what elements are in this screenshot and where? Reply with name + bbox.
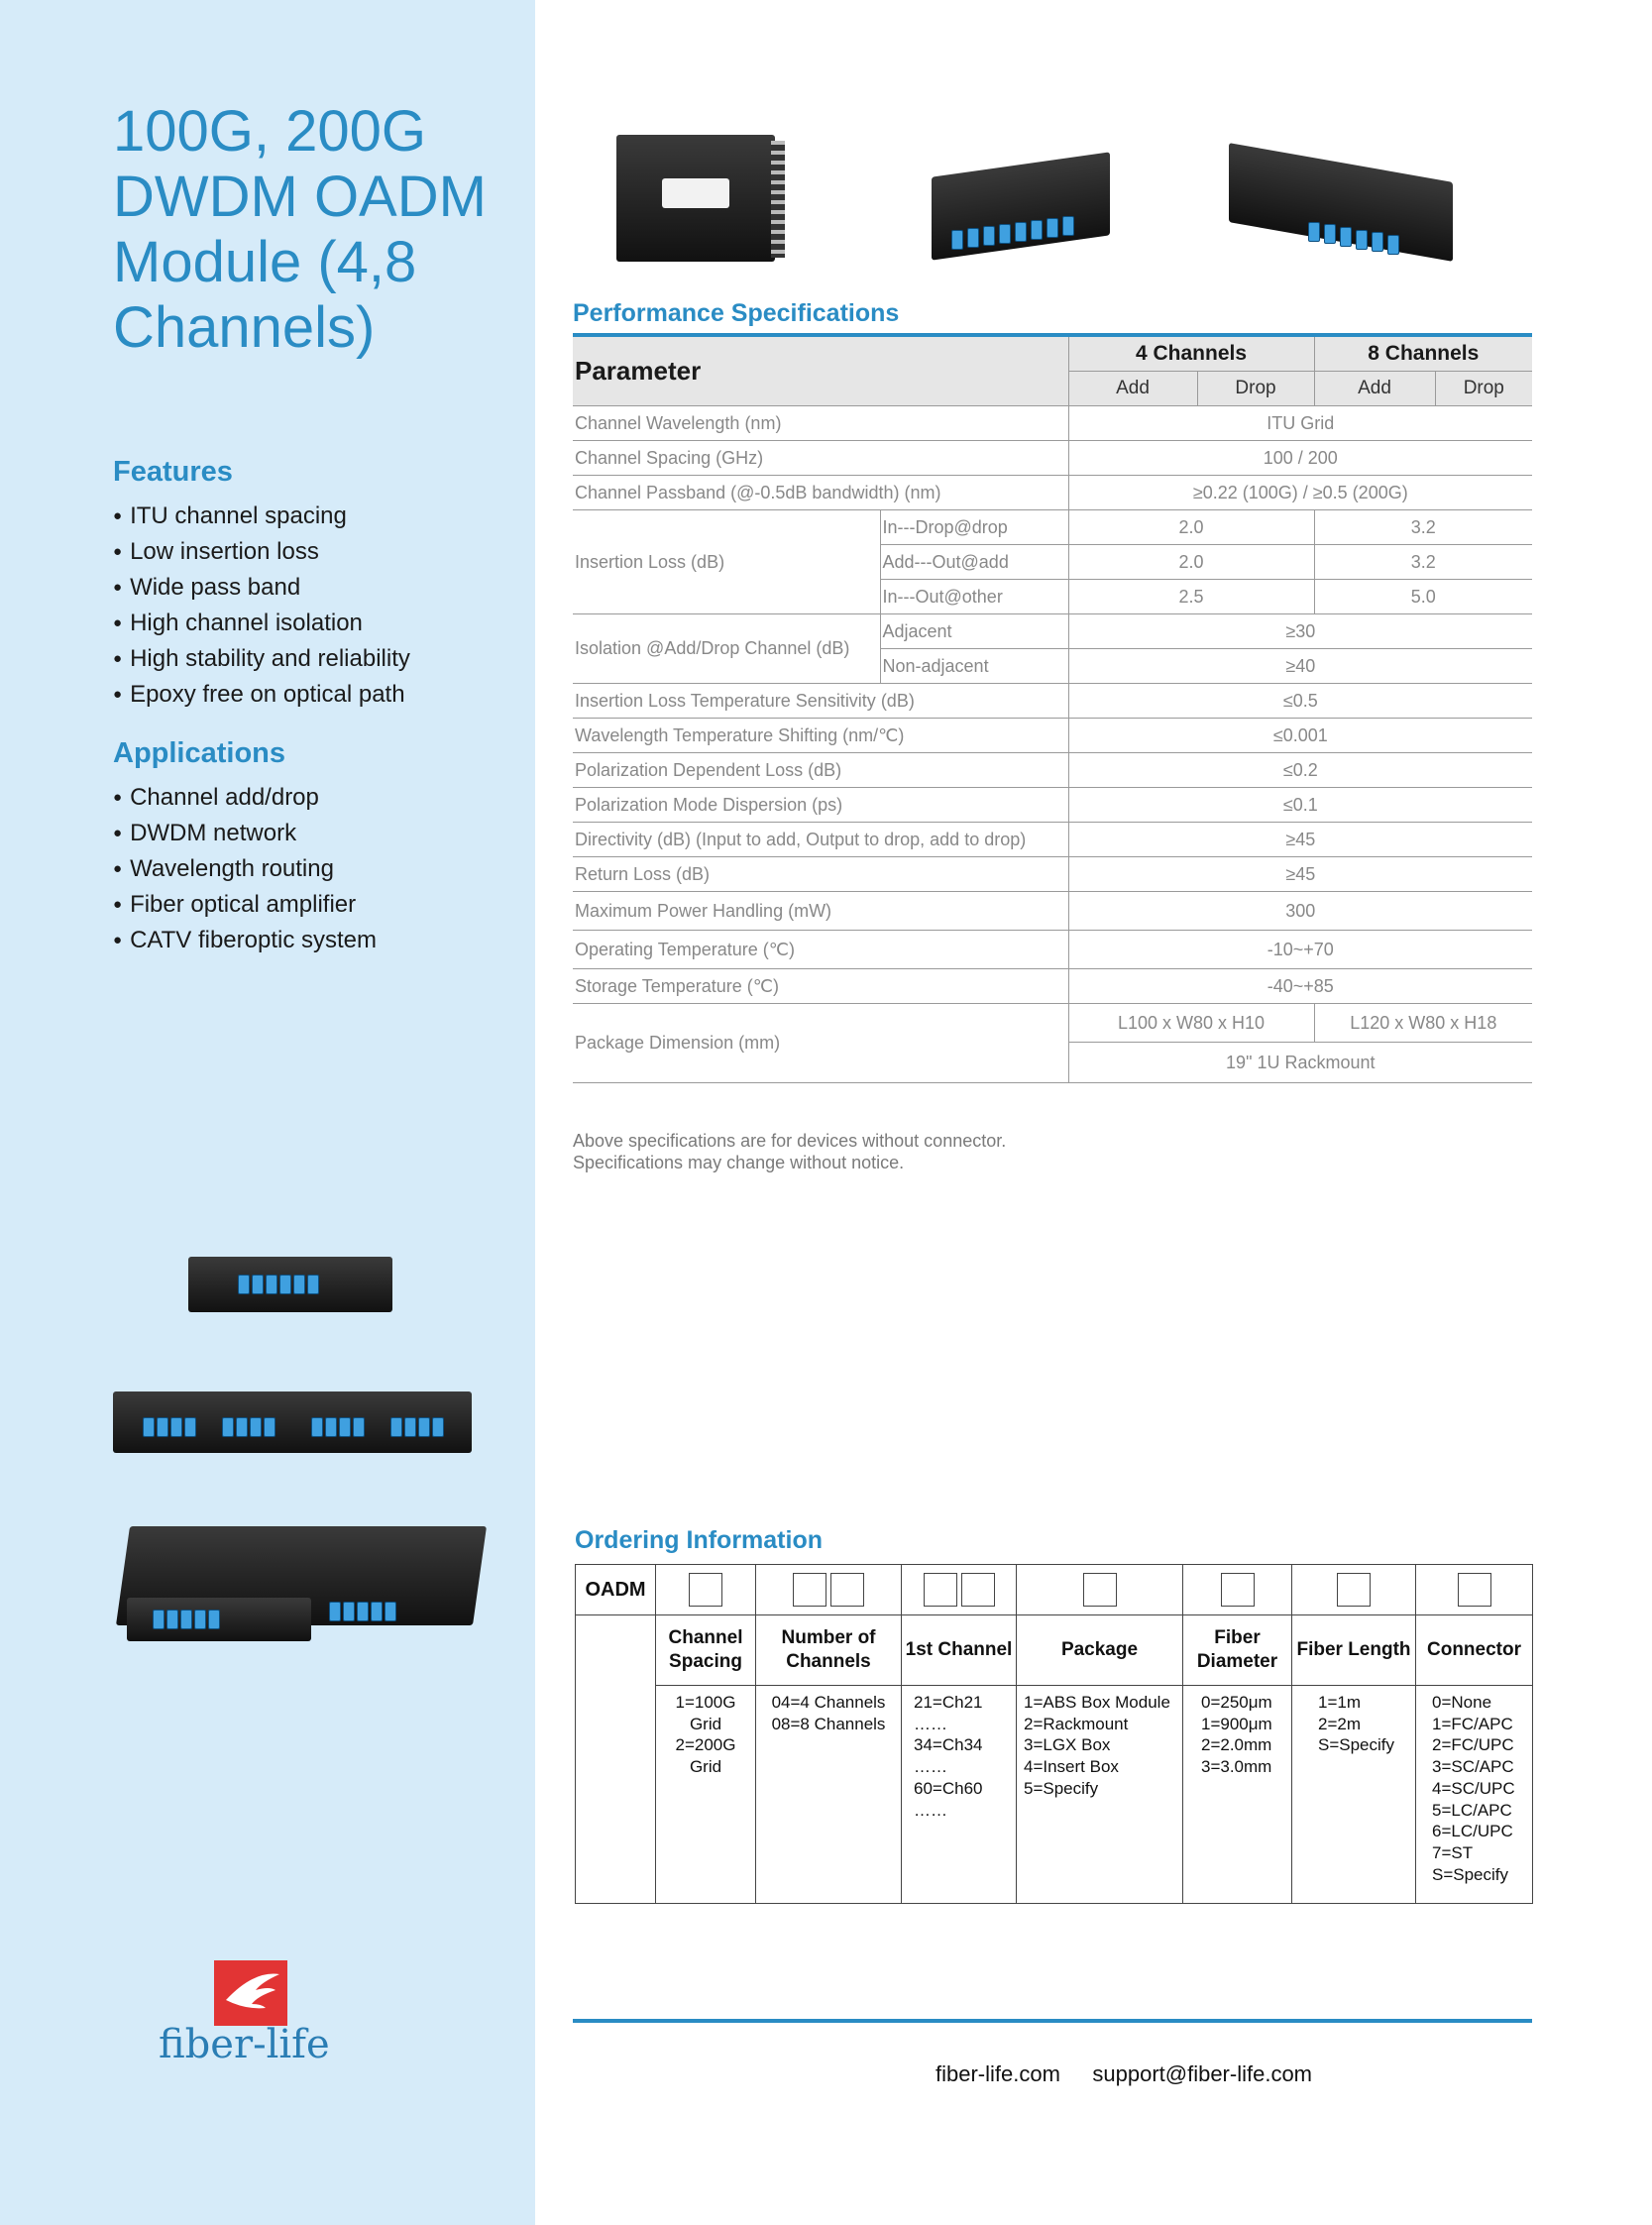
row-label: Insertion Loss Temperature Sensitivity (dB) <box>573 684 1068 719</box>
column-header: Channel Spacing <box>656 1615 756 1686</box>
row-label: Maximum Power Handling (mW) <box>573 892 1068 931</box>
row-value: L100 x W80 x H10 <box>1068 1004 1314 1043</box>
row-value: 100 / 200 <box>1068 441 1532 476</box>
parameter-header: Parameter <box>573 337 1068 406</box>
code-box <box>1221 1573 1255 1607</box>
list-item: ● DWDM network <box>113 817 377 852</box>
row-value: L120 x W80 x H18 <box>1314 1004 1532 1043</box>
table-row <box>573 931 1532 969</box>
code-field-first-channel <box>902 1565 1017 1615</box>
table-row <box>573 969 1532 1004</box>
column-options: 21=Ch21 …… 34=Ch34 …… 60=Ch60 …… <box>902 1686 1017 1904</box>
row-value: 19" 1U Rackmount <box>1068 1043 1532 1083</box>
row-value: 2.5 <box>1068 580 1314 614</box>
page-title: 100G, 200G DWDM OADM Module (4,8 Channels) <box>113 99 487 360</box>
table-row <box>573 823 1532 857</box>
row-label: Directivity (dB) (Input to add, Output to drop, add to drop) <box>573 823 1068 857</box>
list-item: ● Channel add/drop <box>113 781 377 817</box>
row-label: Polarization Dependent Loss (dB) <box>573 753 1068 788</box>
code-box <box>1458 1573 1491 1607</box>
row-value: 2.0 <box>1068 545 1314 580</box>
row-value: 3.2 <box>1314 510 1532 545</box>
row-value: ITU Grid <box>1068 406 1532 441</box>
specs-table <box>573 337 1532 1083</box>
ordering-code: OADM <box>576 1565 656 1615</box>
code-box <box>924 1573 957 1607</box>
table-row <box>573 788 1532 823</box>
list-item: ● ITU channel spacing <box>113 500 410 535</box>
row-value: 300 <box>1068 892 1532 931</box>
column-options: 0=250μm 1=900μm 2=2.0mm 3=3.0mm <box>1183 1686 1292 1904</box>
row-label: Channel Wavelength (nm) <box>573 406 1068 441</box>
row-value: ≤0.2 <box>1068 753 1532 788</box>
code-box <box>961 1573 995 1607</box>
list-item: ● High stability and reliability <box>113 642 410 678</box>
code-field-number-of-channels <box>756 1565 902 1615</box>
product-photo-box-module <box>188 1251 396 1312</box>
row-value: 5.0 <box>1314 580 1532 614</box>
row-value: -10~+70 <box>1068 931 1532 969</box>
list-item: ● Wide pass band <box>113 571 410 607</box>
table-row <box>573 892 1532 931</box>
row-value: ≤0.001 <box>1068 719 1532 753</box>
drop-header: Drop <box>1197 372 1314 406</box>
list-item: ● Fiber optical amplifier <box>113 888 377 924</box>
row-value: ≥0.22 (100G) / ≥0.5 (200G) <box>1068 476 1532 510</box>
list-item: ● Epoxy free on optical path <box>113 678 410 714</box>
product-photo-rackmount <box>1229 163 1459 274</box>
table-row <box>573 510 1532 545</box>
code-field-connector <box>1416 1565 1533 1615</box>
row-value: 3.2 <box>1314 545 1532 580</box>
code-field-package <box>1017 1565 1183 1615</box>
row-label: Package Dimension (mm) <box>573 1004 1068 1083</box>
row-sublabel: In---Out@other <box>880 580 1068 614</box>
row-value: ≥40 <box>1068 649 1532 684</box>
add-header: Add <box>1314 372 1435 406</box>
eight-channels-header: 8 Channels <box>1314 337 1532 372</box>
row-value: 2.0 <box>1068 510 1314 545</box>
product-photo-lgx-box <box>922 165 1116 268</box>
sidebar <box>0 0 535 2225</box>
row-label: Wavelength Temperature Shifting (nm/℃) <box>573 719 1068 753</box>
column-options: 1=100G Grid 2=200G Grid <box>656 1686 756 1904</box>
row-label: Channel Spacing (GHz) <box>573 441 1068 476</box>
table-row <box>573 406 1532 441</box>
features-list <box>113 500 410 714</box>
code-box <box>1083 1573 1117 1607</box>
row-label: Storage Temperature (℃) <box>573 969 1068 1004</box>
note-line: Above specifications are for devices without connector. <box>573 1131 1007 1151</box>
table-row <box>573 753 1532 788</box>
footer-email-link[interactable]: support@fiber-life.com <box>1092 2061 1313 2086</box>
table-row <box>573 1004 1532 1043</box>
column-header: Fiber Diameter <box>1183 1615 1292 1686</box>
table-row <box>576 1686 1533 1904</box>
table-row <box>576 1615 1533 1686</box>
row-label: Return Loss (dB) <box>573 857 1068 892</box>
applications-heading: Applications <box>113 737 286 769</box>
row-value: ≥45 <box>1068 823 1532 857</box>
code-field-fiber-diameter <box>1183 1565 1292 1615</box>
table-row <box>573 476 1532 510</box>
column-options: 04=4 Channels 08=8 Channels <box>756 1686 902 1904</box>
code-box <box>1337 1573 1371 1607</box>
column-options: 1=1m 2=2m S=Specify <box>1292 1686 1416 1904</box>
table-row <box>573 614 1532 649</box>
table-row <box>573 441 1532 476</box>
row-sublabel: In---Drop@drop <box>880 510 1068 545</box>
footer-rule <box>573 2019 1532 2023</box>
column-options: 0=None 1=FC/APC 2=FC/UPC 3=SC/APC 4=SC/UPC 5=LC/APC 6=LC/UPC 7=ST S=Specify <box>1416 1686 1533 1904</box>
row-value: ≤0.5 <box>1068 684 1532 719</box>
list-item: ● Wavelength routing <box>113 852 377 888</box>
code-field-fiber-length <box>1292 1565 1416 1615</box>
row-label: Operating Temperature (℃) <box>573 931 1068 969</box>
note-line: Specifications may change without notice. <box>573 1153 905 1172</box>
column-header: Number of Channels <box>756 1615 902 1686</box>
drop-header: Drop <box>1435 372 1532 406</box>
list-item: ● High channel isolation <box>113 607 410 642</box>
column-options: 1=ABS Box Module 2=Rackmount 3=LGX Box 4=Insert Box 5=Specify <box>1017 1686 1183 1904</box>
specs-heading: Performance Specifications <box>573 299 900 327</box>
product-photo-rackmount-open <box>113 1526 480 1643</box>
row-value: ≥45 <box>1068 857 1532 892</box>
add-header: Add <box>1068 372 1197 406</box>
ordering-table <box>575 1564 1533 1904</box>
product-photo-abs-module <box>616 135 787 264</box>
code-box <box>793 1573 826 1607</box>
table-row <box>573 719 1532 753</box>
code-field-channel-spacing <box>656 1565 756 1615</box>
table-row <box>573 684 1532 719</box>
row-label: Insertion Loss (dB) <box>573 510 880 614</box>
row-sublabel: Non-adjacent <box>880 649 1068 684</box>
applications-list <box>113 781 377 959</box>
row-label: Channel Passband (@-0.5dB bandwidth) (nm) <box>573 476 1068 510</box>
list-item: ● Low insertion loss <box>113 535 410 571</box>
four-channels-header: 4 Channels <box>1068 337 1314 372</box>
product-photo-rackmount-dual <box>113 1388 472 1457</box>
column-header: 1st Channel <box>902 1615 1017 1686</box>
column-header: Connector <box>1416 1615 1533 1686</box>
footer-website-link[interactable]: fiber-life.com <box>936 2061 1060 2086</box>
table-row <box>573 337 1532 372</box>
code-box <box>830 1573 864 1607</box>
table-row <box>576 1565 1533 1615</box>
footer <box>936 2061 1312 2087</box>
specs-notes <box>573 1130 1006 1173</box>
column-header: Package <box>1017 1615 1183 1686</box>
features-heading: Features <box>113 456 233 488</box>
ordering-heading: Ordering Information <box>575 1526 823 1554</box>
row-value: -40~+85 <box>1068 969 1532 1004</box>
table-row <box>573 857 1532 892</box>
row-value: ≤0.1 <box>1068 788 1532 823</box>
row-label: Polarization Mode Dispersion (ps) <box>573 788 1068 823</box>
row-sublabel: Adjacent <box>880 614 1068 649</box>
brand-logo-mark <box>214 1960 287 2026</box>
column-header: Fiber Length <box>1292 1615 1416 1686</box>
row-label: Isolation @Add/Drop Channel (dB) <box>573 614 880 684</box>
row-value: ≥30 <box>1068 614 1532 649</box>
row-sublabel: Add---Out@add <box>880 545 1068 580</box>
ordering-code-spacer <box>576 1615 656 1904</box>
code-box <box>689 1573 722 1607</box>
list-item: ● CATV fiberoptic system <box>113 924 377 959</box>
brand-logo-text: fiber-life <box>159 2022 330 2067</box>
